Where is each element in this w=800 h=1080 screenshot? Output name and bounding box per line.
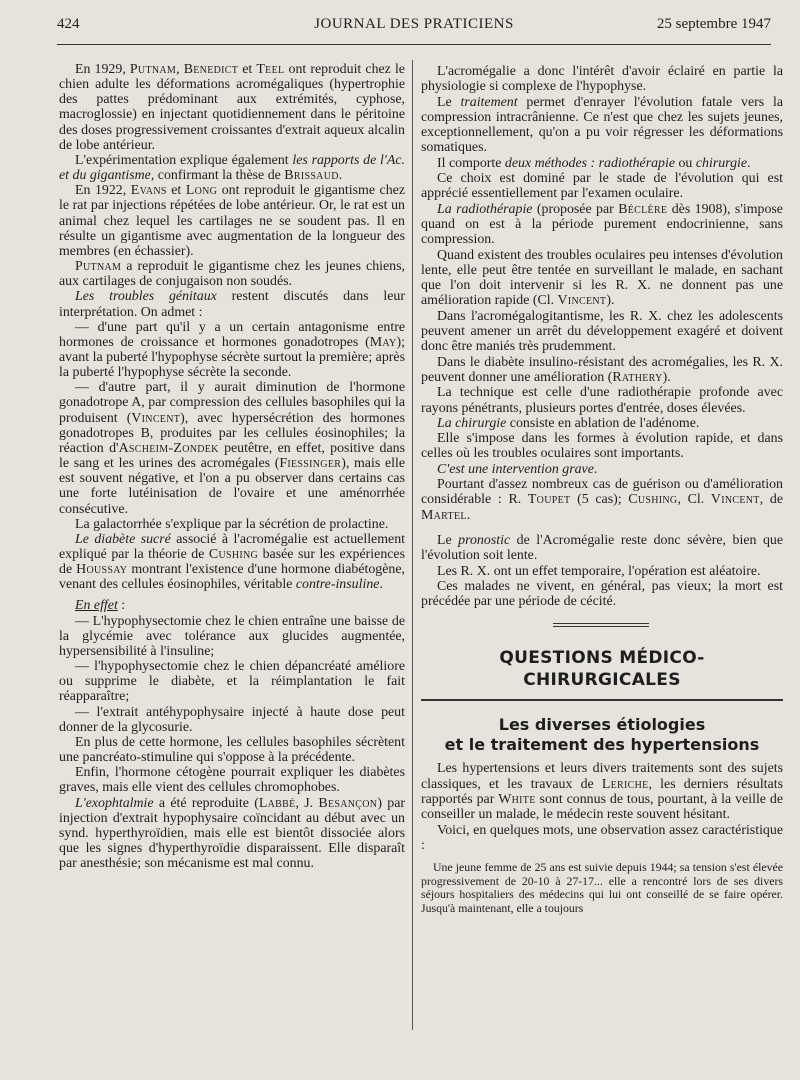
paragraph: Enfin, l'hormone cétogène pourrait expliquer les diabètes graves, mais elle vient des cellules chromophobes.: [59, 765, 405, 796]
paragraph: Les troubles génitaux restent discutés dans leur interprétation. On admet :: [59, 289, 405, 320]
paragraph: — d'autre part, il y aurait diminution de l'hormone gonadotrope A, par compression des cellules basophiles qui la produisent (Vincent), avec hypersécrétion des hormones gonadotropes B, produites par les cellules éosinophiles; la réaction d'Ascheim-Zondek peutêtre, en effet, positive dans le sang et les urines des acromégales (Fiessinger), mais elle est souvent négative, et l'on a pu observer dans certains cas une forte lutéinisation de l'ovaire et une aménorrhée consécutive.: [59, 380, 405, 517]
paragraph: La chirurgie consiste en ablation de l'adénome.: [437, 415, 700, 431]
paragraph: Putnam a reproduit le gigantisme chez les jeunes chiens, aux cartilages de conjugaison non soudés.: [59, 259, 405, 290]
paragraph: Le pronostic de l'Acromégalie reste donc sévère, bien que l'évolution soit lente.: [421, 532, 783, 564]
article-title: Les diverses étiologies et le traitement des hypertensions: [444, 715, 760, 755]
paragraph: Il comporte deux méthodes : radiothérapie ou chirurgie.: [437, 155, 751, 171]
paragraph: Ce choix est dominé par le stade de l'évolution qui est apprécié essentiellement par l'examen oculaire.: [421, 171, 783, 202]
section-rule: [421, 699, 783, 701]
page-number: 424: [57, 16, 80, 32]
section-title: QUESTIONS MÉDICO-CHIRURGICALES: [499, 648, 705, 691]
paragraph: Quand existent des troubles oculaires peu intenses d'évolution lente, elle peut être tentée en surveillant le malade, en sachant que l'on doit intervenir si les R. X. ne donnent pas une amélioration rapide (Cl. Vincent).: [421, 247, 783, 309]
paragraph: — l'hypophysectomie chez le chien dépancréaté améliore ou supprime le diabète, et la réimplantation le fait réapparaître;: [59, 659, 405, 705]
paragraph: L'exophtalmie a été reproduite (Labbé, J. Besançon) par injection d'extrait hypophysaire coïncidant au début avec un synd. hyperthyroïdien, mais elle est bientôt dissociée alors que les signes d'hyperthyroïdie disparaissent. Elle disparaît par anesthésie; son mécanisme est mal connu.: [59, 795, 405, 872]
paragraph: En plus de cette hormone, les cellules basophiles sécrètent une pancréato-stimuline qui s'oppose à la précédente.: [59, 734, 405, 766]
paragraph: — L'hypophysectomie chez le chien entraîne une baisse de la glycémie avec tolérance aux glucides augmentée, hypersensibilité à l'insuline;: [59, 613, 405, 659]
observation-text: Une jeune femme de 25 ans est suivie depuis 1944; sa tension s'est élevée progressivement de 20-10 à 27-17... elle a rencontré lors de ses divers séjours hospitaliers des médecins qui lui ont conseillé de se faire opérer. Jusqu'à maintenant, elle a toujours: [421, 860, 783, 915]
left-column: [59, 62, 405, 871]
paragraph: En 1922, Evans et Long ont reproduit le gigantisme chez le rat par injections répétées de lobe antérieur. Or, le rat est un animal chez lequel les cartilages ne se soudent pas. Il en résulte un gigantisme avec augmentation de la longueur des membres (en échassier).: [59, 183, 405, 259]
paragraph: Les hypertensions et leurs divers traitements sont des sujets classiques, et les travaux de Leriche, les derniers résultats rapportés par White sont connus de tous, pourtant, à la veille de conseiller un malade, le médecin reste souvent hésitant.: [421, 761, 783, 823]
paragraph: — l'extrait antéhypophysaire injecté à haute dose peut donner de la glycosurie.: [59, 704, 405, 735]
issue-date: 25 septembre 1947: [656, 16, 771, 32]
column-divider: [412, 60, 413, 1030]
page-header: [57, 14, 771, 45]
paragraph: Dans le diabète insulino-résistant des acromégalies, les R. X. peuvent donner une amélioration (Rathery).: [421, 354, 783, 385]
journal-title: JOURNAL DES PRATICIENS: [314, 16, 514, 32]
paragraph: — d'une part qu'il y a un certain antagonisme entre hormones de croissance et hormones gonadotropes (May); avant la puberté l'hypophyse sécrète surtout la première; après la puberté l'hypophyse sécrète la seconde.: [59, 319, 405, 381]
paragraph: La galactorrhée s'explique par la sécrétion de prolactine.: [75, 516, 389, 532]
paragraph: Le traitement permet d'enrayer l'évolution fatale vers la compression intracrânienne. Ce n'est que chez les sujets jeunes, exceptionnellement, qu'on a pu voir régresser les déformations somatiques.: [421, 94, 784, 156]
paragraph: Dans l'acromégalogitantisme, les R. X. chez les adolescents peuvent amener un arrêt du développement exagéré et doivent donc être maniés très prudemment.: [421, 308, 783, 355]
paragraph: L'acromégalie a donc l'intérêt d'avoir éclairé en partie la physiologie si complexe de l'hypophyse.: [421, 64, 783, 95]
paragraph: C'est une intervention grave.: [437, 461, 598, 477]
paragraph: La technique est celle d'une radiothérapie profonde avec rayons pénétrants, plusieurs portes d'entrée, doses élevées.: [421, 385, 783, 416]
paragraph: En effet :: [75, 598, 126, 614]
paragraph: Ces malades ne vivent, en général, pas vieux; la mort est précédée par une période de cécité.: [421, 578, 783, 610]
paragraph: Voici, en quelques mots, une observation assez caractéristique :: [421, 822, 783, 853]
paragraph: En 1929, Putnam, Benedict et Teel ont reproduit chez le chien adulte les déformations acromégaliques (hypertrophie des pattes prédominant aux extrémités, cyphose, macroglossie) en injectant quotidiennement dans le péritoine des doses progressivement croissantes d'extrait aqueux alcalin de lobe antérieur.: [59, 62, 405, 153]
right-column: [421, 64, 783, 916]
paragraph: Pourtant d'assez nombreux cas de guérison ou d'amélioration considérable : R. Toupet (5 cas); Cushing, Cl. Vincent, de Martel.: [421, 477, 783, 523]
paragraph: Les R. X. ont un effet temporaire, l'opération est aléatoire.: [437, 563, 761, 579]
end-of-article-rule: [421, 609, 783, 643]
paragraph: L'expérimentation explique également les rapports de l'Ac. et du gigantisme, confirmant la thèse de Brissaud.: [59, 152, 405, 184]
paragraph: La radiothérapie (proposée par Béclère dès 1908), s'impose quand on est à la période purement endocrinienne, sans compression.: [421, 201, 783, 248]
paragraph: Elle s'impose dans les formes à évolution rapide, et dans celles où les troubles oculaires sont importants.: [421, 431, 783, 462]
paragraph: Le diabète sucré associé à l'acromégalie est actuellement expliqué par la théorie de Cushing basée sur les expériences de Houssay montrant l'existence d'une hormone diabétogène, venant des cellules éosinophiles, véritable contre-insuline.: [59, 531, 405, 593]
